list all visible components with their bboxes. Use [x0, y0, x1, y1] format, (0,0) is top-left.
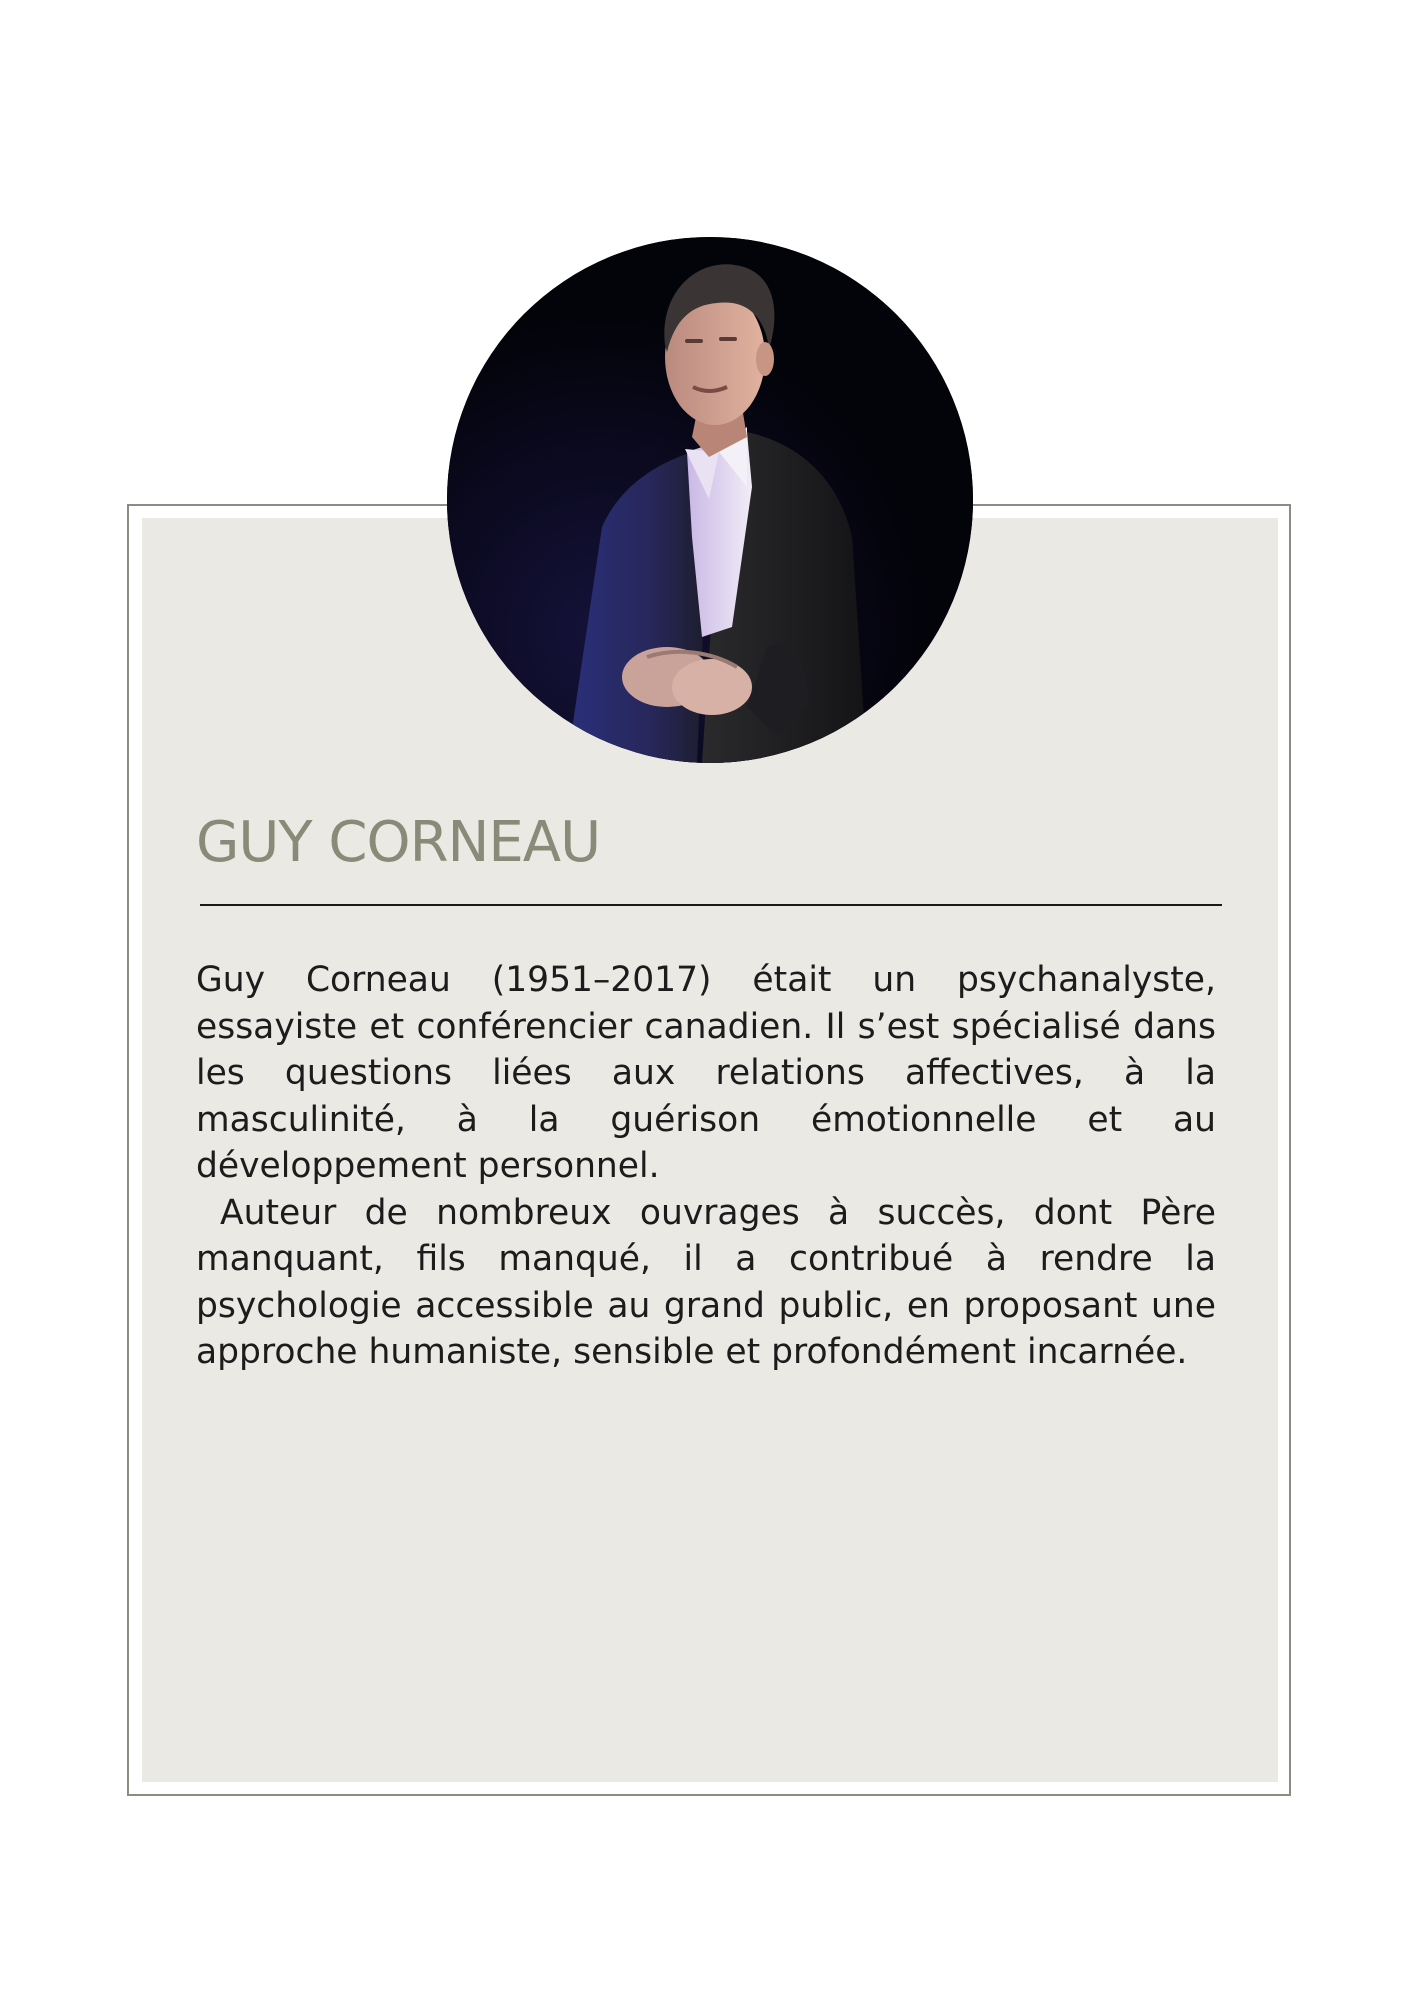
portrait-photo [447, 237, 973, 763]
person-name: GUY CORNEAU [196, 810, 601, 875]
biography [196, 957, 1216, 1376]
bio-paragraph: Guy Corneau (1951–2017) était un psychanalyste, essayiste et conférencier canadien. Il s’est spécialisé dans les questions liées aux relations affectives, à la masculinité, à la guérison émotionnelle et au développement personnel. [196, 960, 1216, 1186]
divider [200, 904, 1222, 906]
bio-paragraph: Auteur de nombreux ouvrages à succès, dont Père manquant, fils manqué, il a contribué à rendre la psychologie accessible au grand public, en proposant une approche humaniste, sensible et profondément incarnée. [196, 1192, 1216, 1372]
